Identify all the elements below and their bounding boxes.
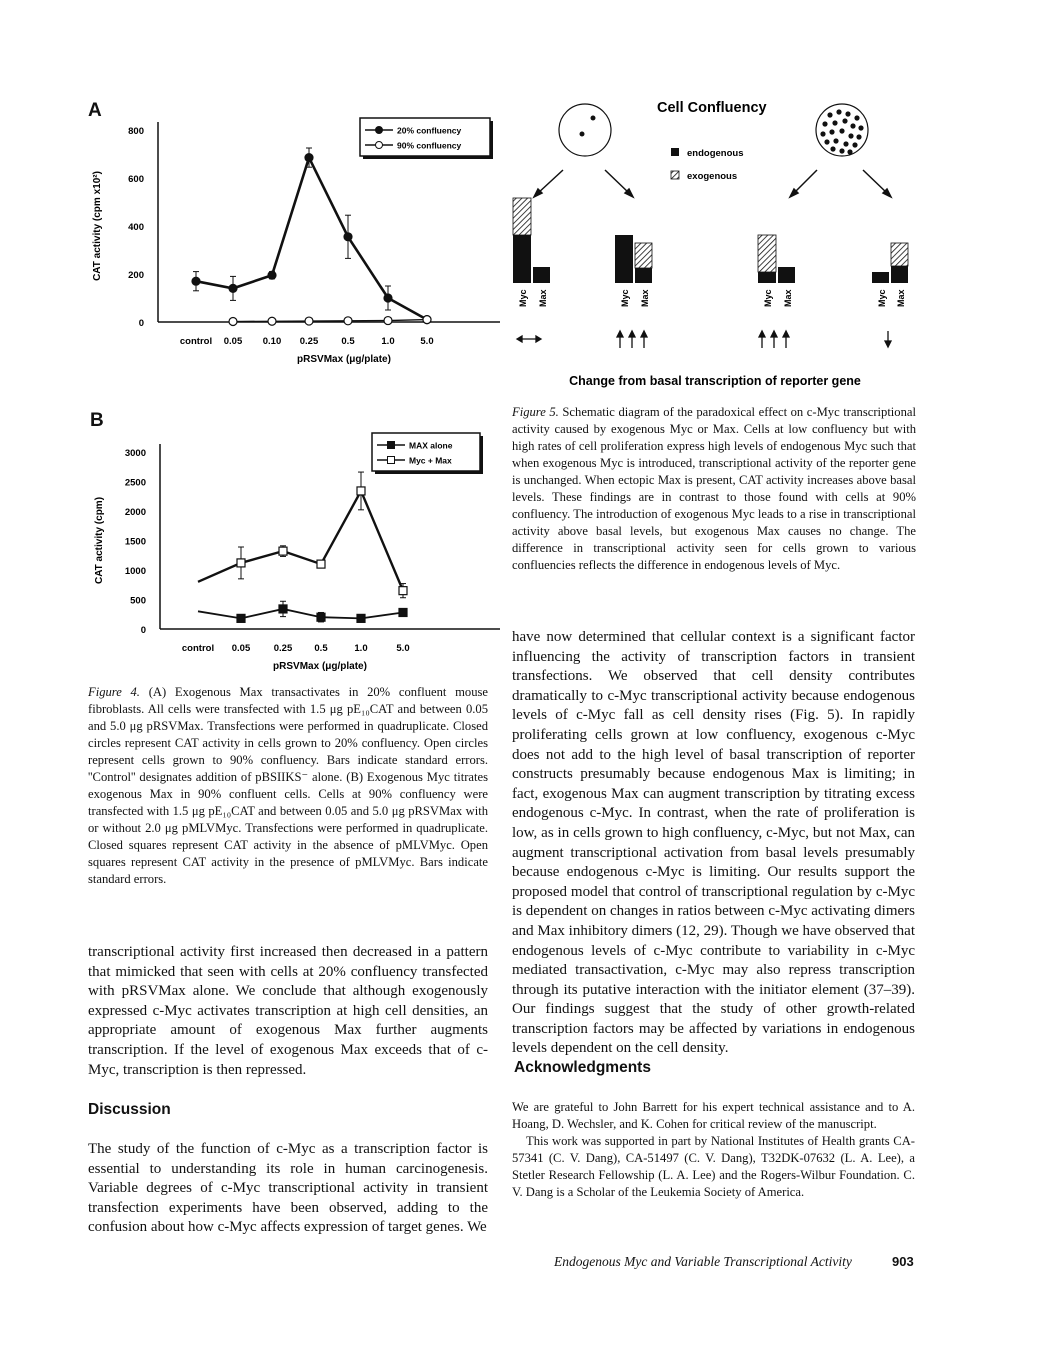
y-tick-label: 0 bbox=[138, 318, 144, 329]
cell-dot bbox=[850, 123, 855, 128]
x-tick-label: 0.5 bbox=[341, 336, 355, 347]
y-tick-label: 200 bbox=[128, 270, 144, 281]
data-point bbox=[384, 294, 392, 302]
max-label: Max bbox=[896, 289, 906, 307]
x-axis-label: pRSVMax (μg/plate) bbox=[297, 354, 391, 365]
myc-label: Myc bbox=[763, 289, 773, 307]
cell-dot bbox=[852, 142, 857, 147]
legend-marker bbox=[376, 127, 383, 134]
y-axis-label: CAT activity (cpm) bbox=[94, 496, 105, 585]
cell-dot bbox=[839, 148, 844, 153]
discussion-heading: Discussion bbox=[88, 1101, 171, 1118]
data-point bbox=[279, 547, 287, 555]
myc-label: Myc bbox=[877, 289, 887, 307]
data-point bbox=[268, 271, 276, 279]
series-line-90-confluency bbox=[233, 320, 427, 322]
y-tick-label: 600 bbox=[128, 174, 144, 185]
cell-dot bbox=[842, 118, 847, 123]
right-body-text: have now determined that cellular context is a significant factor influencing the activity of transcription factors in transient transfections. We observed that cell density contributes dramatically to c-Myc transcriptional activity because endogenous levels of c-Myc fall as cell density rises (Fig. 5). In rapidly proliferating cells grown at low confluency, exogenous c-Myc does not add to the high level of basal transcription of reporter constructs presumably because endogenous Max is limiting; in fact, exogenous Max can augment transcription by titrating excess endogenous c-Myc. In contrast, when the rate of proliferation is low, as in cells grown to high confluency, c-Myc, but not Max, can augment transcriptional activation from basal levels presumably because endogenous c-Myc is limiting. Our results support the proposed model that control of transcriptional regulation by c-Myc is dependent on changes in ratios between c-Myc activating dimers and Max inhibitory dimers (12, 29). Though we have observed that endogenous levels of c-Myc contribute to variability in c-Myc mediated transactivation, c-Myc may also repress transcription through its putative interaction with the initiator element (37–39). Our findings suggest that the study of other growth-related transcription factors may be affected by variations in endogenous levels dependent on the cell density. bbox=[512, 629, 915, 1057]
data-point bbox=[237, 559, 245, 567]
cell-dot bbox=[830, 146, 835, 151]
cell-dot bbox=[820, 131, 825, 136]
cell-dot bbox=[832, 120, 837, 125]
low-confluency-dish bbox=[559, 104, 611, 156]
cell-dot bbox=[824, 139, 829, 144]
cell-dot bbox=[827, 112, 832, 117]
series-line-20-confluency bbox=[196, 158, 427, 320]
cell-dot bbox=[848, 133, 853, 138]
panel-label-a: A bbox=[88, 100, 102, 121]
running-title: Endogenous Myc and Variable Transcriptional Activity bbox=[554, 1254, 852, 1269]
myc-label: Myc bbox=[620, 289, 630, 307]
change-arrows bbox=[517, 331, 891, 348]
caption-text: (A) Exogenous Max transactivates in 20% confluent mouse fibroblasts. All cells were transfected with 1.5 μg pE₁₀CAT and between 0.05 and 5.0 μg pRSVMax. Transfections were performed in quadruplicate. Closed circles represent CAT activity in cells grown to 20% confluency. Open circles represent cells grown to 90% confluency. Bars indicate standard errors. ''Control'' designates addition of pBSIIKS⁻ alone. (B) Exogenous Myc titrates exogenous Max in 90% confluent cells. Cells at 90% confluency were transfected with 1.5 μg pE₁₀CAT and between 0.05 and 5.0 μg pRSVMax with or without 2.0 μg pMLVMyc. Transfections were performed in quadruplicate. Closed squares represent CAT activity in the absence of pMLVMyc. Open squares represent CAT activity in the presence of pMLVMyc. Bars indicate standard errors. bbox=[88, 685, 489, 886]
data-point bbox=[317, 560, 325, 568]
legend-label: MAX alone bbox=[409, 440, 453, 451]
acknowledgments-p1: We are grateful to John Barrett for his expert technical assistance and to A. Hoang, D. Wechsler, and K. Cohen for critical review of the manuscript. bbox=[512, 1100, 915, 1131]
figure5-caption bbox=[512, 404, 916, 574]
cell-dot bbox=[836, 109, 841, 114]
x-tick-label: 0.05 bbox=[231, 643, 251, 654]
data-point bbox=[357, 487, 365, 495]
caption-label: Figure 4. bbox=[88, 685, 140, 699]
legend-marker bbox=[376, 142, 383, 149]
x-tick-label: 0.10 bbox=[262, 336, 282, 347]
x-tick-label: 1.0 bbox=[381, 336, 395, 347]
cell-dot bbox=[843, 141, 848, 146]
y-tick-label: 800 bbox=[128, 126, 144, 137]
data-point bbox=[384, 317, 392, 325]
high-confluency-dish bbox=[816, 104, 868, 156]
cell-dot bbox=[833, 138, 838, 143]
legend-label: 20% confluency bbox=[397, 125, 462, 136]
chart-a bbox=[80, 110, 500, 380]
y-tick-label: 2000 bbox=[124, 507, 146, 518]
page-number: 903 bbox=[892, 1254, 914, 1269]
data-point bbox=[357, 614, 365, 622]
bar-groups bbox=[513, 198, 908, 283]
cell-dot bbox=[845, 111, 850, 116]
x-tick-label: 5.0 bbox=[396, 643, 410, 654]
x-tick-label: 0.05 bbox=[223, 336, 243, 347]
max-label: Max bbox=[538, 289, 548, 307]
y-tick-label: 500 bbox=[130, 595, 146, 607]
data-point bbox=[344, 317, 352, 325]
x-tick-label: control bbox=[181, 643, 215, 654]
cell-dot bbox=[829, 129, 834, 134]
acknowledgments-heading: Acknowledgments bbox=[514, 1059, 651, 1076]
left-body-text: transcriptional activity first increased then decreased in a pattern that mimicked that seen with cells at 20% confluency transfected with pRSVMax alone. We conclude that although exogenously expressed c-Myc activates transcription at high cell densities, an appropriate amount of exogenous Max further augments transcription. If the level of exogenous Max exceeds that of c-Myc, transcription is then repressed. bbox=[88, 944, 488, 1078]
data-point bbox=[305, 154, 313, 162]
chart-b bbox=[80, 425, 500, 675]
myc-label: Myc bbox=[518, 289, 528, 307]
x-tick-label: 0.5 bbox=[314, 643, 328, 654]
y-tick-label: 2500 bbox=[124, 477, 146, 489]
max-label: Max bbox=[640, 289, 650, 307]
data-point bbox=[237, 614, 245, 622]
max-label: Max bbox=[783, 289, 793, 307]
cell-dot bbox=[847, 149, 852, 154]
series-line-max-alone bbox=[198, 609, 403, 618]
legend-endogenous: endogenous bbox=[687, 148, 744, 159]
figure5-title: Cell Confluency bbox=[657, 100, 767, 116]
data-point bbox=[399, 587, 407, 595]
discussion-text: The study of the function of c-Myc as a transcription factor is essential to understanding its role in human carcinogenesis. Variable degrees of c-Myc transcriptional activity in transient transfection experiments have been observed, adding to the confusion about how c-Myc affects expression of target genes. We bbox=[88, 1141, 488, 1236]
cell-dot bbox=[839, 128, 844, 133]
x-tick-label: 0.25 bbox=[273, 643, 293, 654]
data-point bbox=[305, 317, 313, 325]
data-point bbox=[423, 316, 431, 324]
legend-label: Myc + Max bbox=[409, 455, 452, 466]
data-point bbox=[229, 284, 237, 292]
caption-label: Figure 5. bbox=[512, 405, 559, 419]
legend-exogenous: exogenous bbox=[687, 171, 738, 182]
acknowledgments-text bbox=[512, 1099, 915, 1201]
data-point bbox=[279, 605, 287, 613]
bar-labels bbox=[518, 289, 906, 307]
y-axis-label: CAT activity (cpm x10²) bbox=[92, 171, 103, 281]
y-tick-label: 0 bbox=[140, 625, 146, 636]
cell-dot bbox=[854, 115, 859, 120]
y-tick-label: 1500 bbox=[124, 536, 146, 548]
acknowledgments-p2: This work was supported in part by National Institutes of Health grants CA-57341 (C. V. Dang), CA-51497 (C. V. Dang), T32DK-07632 (L. A. Lee), a Stetler Research Fellowship (L. A. Lee) and the Rogers-Wilbur Foundation. C. V. Dang is a Scholar of the Leukemia Society of America. bbox=[512, 1134, 915, 1199]
panel-label-b: B bbox=[90, 410, 104, 431]
x-tick-label: control bbox=[179, 336, 213, 347]
legend-marker bbox=[388, 442, 395, 449]
x-tick-label: 5.0 bbox=[420, 336, 434, 347]
x-tick-label: 1.0 bbox=[354, 643, 368, 654]
data-point bbox=[317, 613, 325, 621]
exogenous-swatch bbox=[671, 171, 679, 179]
x-axis-label: pRSVMax (μg/plate) bbox=[273, 661, 367, 672]
y-tick-label: 3000 bbox=[124, 448, 146, 459]
data-point bbox=[192, 277, 200, 285]
cell-dot bbox=[856, 134, 861, 139]
y-tick-label: 1000 bbox=[124, 566, 146, 577]
legend-label: 90% confluency bbox=[397, 140, 462, 151]
figure5-bottom-label: Change from basal transcription of reporter gene bbox=[569, 374, 861, 388]
y-tick-label: 400 bbox=[128, 222, 144, 233]
data-point bbox=[268, 317, 276, 325]
series-line-myc-max bbox=[198, 491, 403, 591]
cell-dot bbox=[858, 125, 863, 130]
data-point bbox=[344, 233, 352, 241]
figure5-diagram bbox=[505, 90, 925, 395]
figure4-caption bbox=[88, 684, 488, 888]
data-point bbox=[399, 608, 407, 616]
endogenous-swatch bbox=[671, 148, 679, 156]
cell-dot bbox=[822, 121, 827, 126]
legend-marker bbox=[388, 457, 395, 464]
x-tick-label: 0.25 bbox=[299, 336, 319, 347]
caption-text: Schematic diagram of the paradoxical effect on c-Myc transcriptional activity caused by exogenous Myc or Max. Cells at low confluency but with high rates of cell proliferation express high levels of endogenous Myc such that when exogenous Myc is introduced, transcriptional activity of the reporter gene is unchanged. When ectopic Max is present, CAT activity increases above basal levels. These findings are in contrast to those found with cells at 90% confluency. The introduction of exogenous Myc leads to a rise in transcriptional activity above basal levels, but exogenous Max causes no change. The difference in transcriptional activity seen for cells grown to various confluencies reflects the difference in endogenous levels of Myc. bbox=[512, 405, 916, 572]
data-point bbox=[229, 318, 237, 326]
